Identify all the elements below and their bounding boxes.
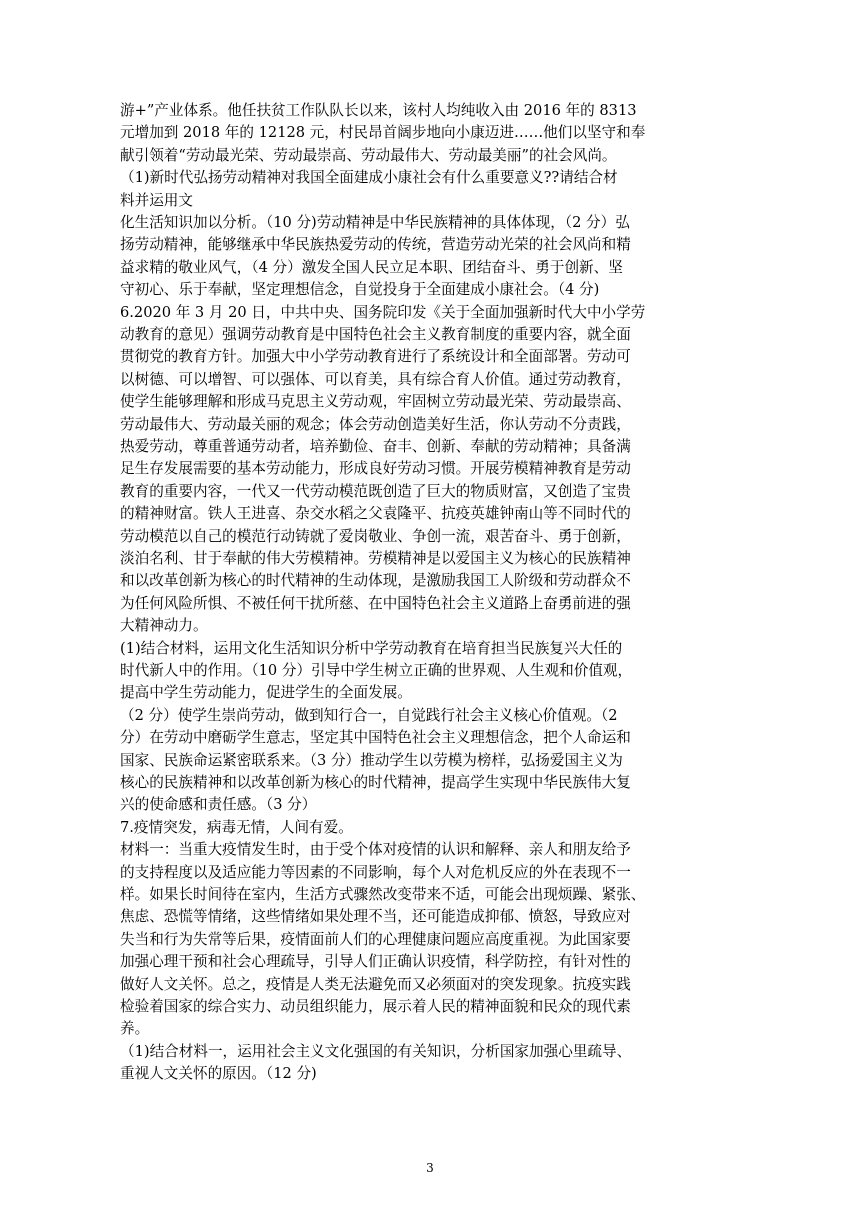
text-line: 献引领着“劳动最光荣、劳动最崇高、劳动最伟大、劳动最美丽”的社会风尚。 (120, 146, 617, 164)
text-line: 教育的重要内容，一代又一代劳动模范既创造了巨大的物质财富，又创造了宝贵 (120, 482, 631, 500)
text-line: 劳动模范以自己的模范行动铸就了爱岗敬业、争创一流，艰苦奋斗、勇于创新， (120, 527, 631, 545)
text-line: 使学生能够理解和形成马克思主义劳动观，牢固树立劳动最光荣、劳动最崇高、 (120, 393, 631, 411)
text-line: 国家、民族命运紧密联系来。（3 分）推动学生以劳模为榜样，弘扬爱国主义为 (120, 751, 623, 769)
text-line: 重视人文关怀的原因。（12 分) (120, 1065, 317, 1083)
text-line: 游+”产业体系。他任扶贫工作队队长以来，该村人均纯收入由 2016 年的 8313 (120, 102, 637, 119)
text-line: 样。如果长时间待在室内，生活方式骤然改变带来不适，可能会出现烦躁、紧张、 (120, 886, 646, 903)
text-line: 大精神动力。 (120, 617, 208, 635)
text-line: 贯彻党的教育方针。加强大中小学劳动教育进行了系统设计和全面部署。劳动可 (120, 348, 631, 366)
text-line: 6.2020 年 3 月 20 日，中共中央、国务院印发《关于全面加强新时代大中小学劳 (120, 303, 646, 321)
text-line: 的精神财富。铁人王进喜、杂交水稻之父袁隆平、抗疫英雄钟南山等不同时代的 (120, 505, 631, 523)
text-line: 时代新人中的作用。（10 分）引导中学生树立正确的世界观、人生观和价值观， (120, 662, 633, 679)
text-line: 化生活知识加以分析。（10 分)劳动精神是中华民族精神的具体体现，（2 分）弘 (120, 214, 630, 231)
text-line: 元增加到 2018 年的 12128 元，村民昂首阔步地向小康迈进……他们以坚守和奉 (120, 124, 646, 142)
text-line: 兴的使命感和责任感。（3 分） (120, 796, 317, 814)
text-line: 热爱劳动，尊重普通劳动者，培养勤俭、奋丰、创新、奉献的劳动精神；具备满 (120, 438, 631, 455)
text-line: 做好人文关怀。总之，疫情是人类无法避免而又必须面对的突发现象。抗疫实践 (120, 975, 631, 993)
text-line: 的支持程度以及适应能力等因素的不同影响，每个人对危机反应的外在表现不一 (120, 863, 631, 881)
text-line: 检验着国家的综合实力、动员组织能力，展示着人民的精神面貌和民众的现代素 (120, 998, 631, 1015)
text-line: 焦虑、恐慌等情绪，这些情绪如果处理不当，还可能造成抑郁、愤怒，导致应对 (120, 908, 631, 926)
text-line: 养。 (120, 1020, 150, 1038)
text-line: 失当和行为失常等后果，疫情面前人们的心理健康问题应高度重视。为此国家要 (120, 930, 631, 948)
text-line: （1)新时代弘扬劳动精神对我国全面建成小康社会有什么重要意义??请结合材 (120, 169, 618, 187)
text-line: 扬劳动精神，能够继承中华民族热爱劳动的传统，营造劳动光荣的社会风尚和精 (120, 236, 631, 254)
text-line: (1)结合材料，运用文化生活知识分析中学劳动教育在培育担当民族复兴大任的 (120, 639, 623, 657)
text-line: 为任何风险所惧、不被任何干扰所慈、在中国特色社会主义道路上奋勇前进的强 (120, 594, 631, 612)
text-line: 加强心理干预和社会心理疏导，引导人们正确认识疫情，科学防控，有针对性的 (120, 953, 631, 971)
text-line: 材料一：当重大疫情发生时，由于受个体对疫情的认识和解释、亲人和朋友给予 (120, 841, 631, 859)
text-line: 动教育的意见）强调劳动教育是中国特色社会主义教育制度的重要内容，就全面 (120, 326, 631, 343)
text-line: 分）在劳动中磨砺学生意志，坚定其中国特色社会主义理想信念，把个人命运和 (120, 729, 631, 747)
text-line: （1)结合材料一，运用社会主义文化强国的有关知识，分析国家加强心里疏导、 (120, 1042, 632, 1060)
text-line: 7.疫情突发，病毒无情，人间有爱。 (120, 818, 353, 836)
text-line: 以树德、可以增智、可以强体、可以育美，具有综合育人价值。通过劳动教育， (120, 370, 631, 388)
text-line: 核心的民族精神和以改革创新为核心的时代精神，提高学生实现中华民族伟大复 (120, 774, 631, 791)
text-line: 和以改革创新为核心的时代精神的生动体现，是激励我国工人阶级和劳动群众不 (120, 572, 631, 590)
text-line: 劳动最伟大、劳动最关丽的观念；体会劳动创造美好生活，你认劳动不分责践， (120, 415, 631, 433)
text-line: （2 分）使学生崇尚劳动，做到知行合一，自觉践行社会主义核心价值观。（2 (120, 706, 618, 724)
text-line: 益求精的敬业风气，（4 分）激发全国人民立足本职、团结奋斗、勇于创新、坚 (120, 258, 623, 276)
text-line: 足生存发展需要的基本劳动能力，形成良好劳动习惯。开展劳模精神教育是劳动 (120, 460, 631, 478)
text-line: 料并运用文 (120, 191, 193, 209)
text-line: 守初心、乐于奉献，坚定理想信念，自觉投身于全面建成小康社会。（4 分) (120, 281, 600, 299)
page-number: 3 (426, 1161, 434, 1175)
text-line: 提高中学生劳动能力，促进学生的全面发展。 (120, 684, 412, 702)
text-line: 淡泊名利、甘于奉献的伟大劳模精神。劳模精神是以爱国主义为核心的民族精神 (120, 550, 631, 567)
